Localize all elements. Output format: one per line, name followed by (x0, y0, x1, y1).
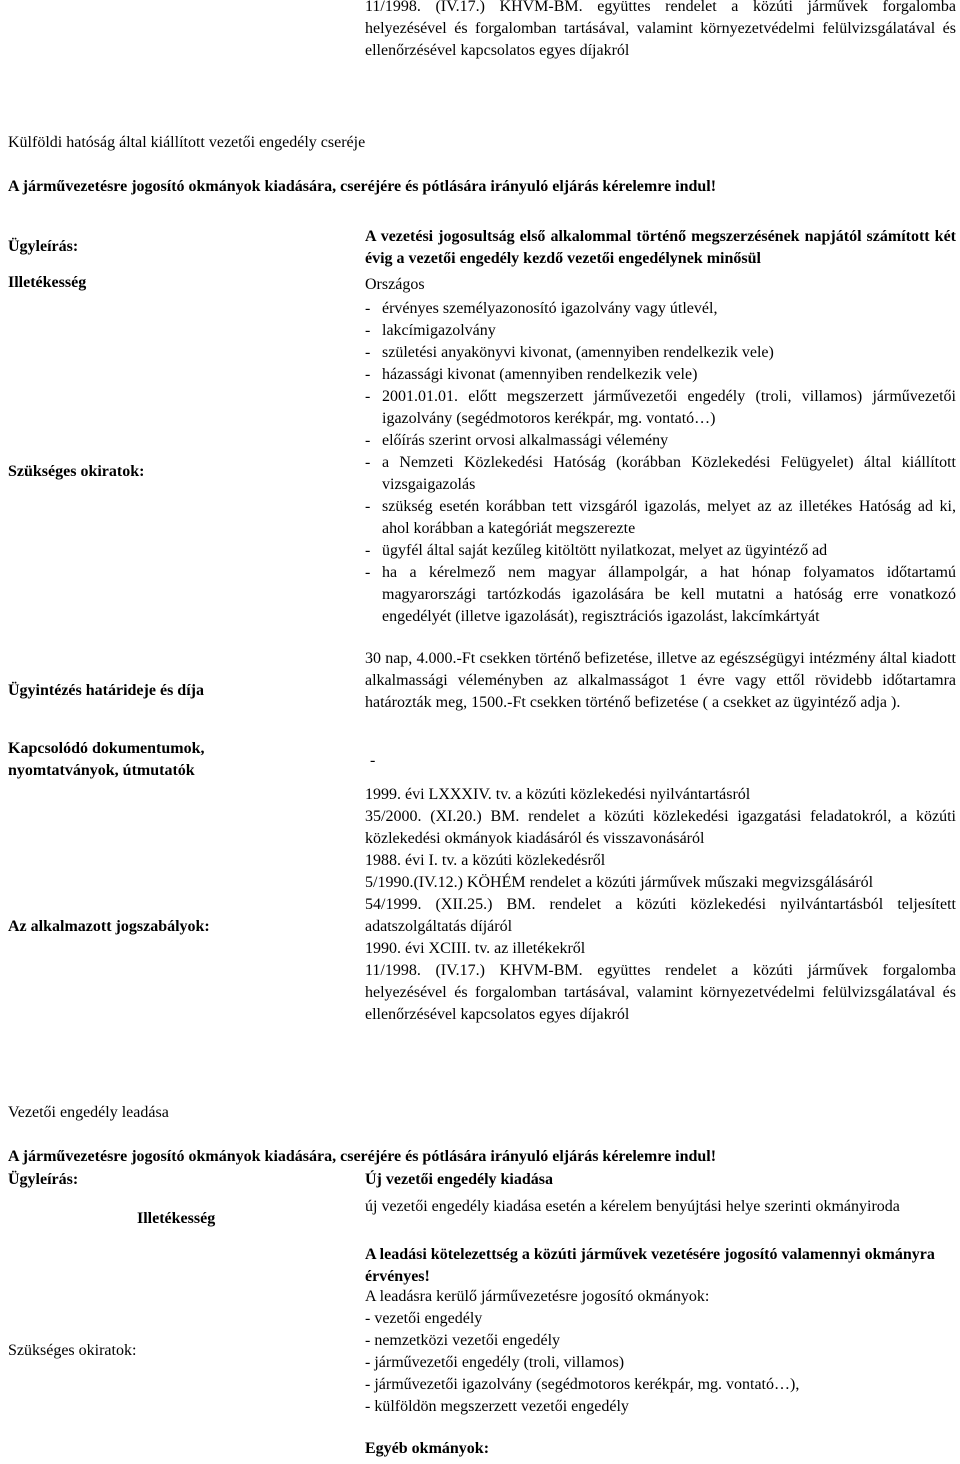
label-documents: Szükséges okiratok: (8, 1342, 137, 1359)
handover-document-item: - nemzetközi vezetői engedély (365, 1332, 561, 1349)
law-item: 1988. évi I. tv. a közúti közlekedésről (365, 852, 606, 869)
jurisdiction-value: új vezetői engedély kiadása esetén a kérelem benyújtási helye szerinti okmányiroda (365, 1198, 900, 1215)
document-item: - ha a kérelmező nem magyar állampolgár, a hat hónap folyamatos időtartamú magyarországi tartózkodás igazolására be kell mutatni a hatóság erre vonatkozó engedélyét (illetve igazolását), regisztrációs igazolást, lakcímkártyát (365, 564, 956, 625)
law-continuation-text: 11/1998. (IV.17.) KHVM-BM. együttes rendelet a közúti járművek forgalomba helyezésével és forgalomban tartásával, valamint környezetvédelmi felülvizsgálatával és ellenőrzésével kapcsolatos egyes díjakról (365, 0, 956, 59)
description-value: Új vezetői engedély kiadása (365, 1171, 553, 1188)
label-laws: Az alkalmazott jogszabályok: (8, 918, 210, 935)
handover-documents-list (365, 1308, 799, 1418)
deadline-fee-value: 30 nap, 4.000.-Ft csekken történő befizetése, illetve az egészségügyi intézmény által kiadott alkalmassági véleményben az alkalmasságot 1 évre vagy ettől rövidebb időtartamra határozták meg, 1500.-Ft csekken történő befizetése ( a csekket az ügyintéző adja ). (365, 650, 956, 711)
document-item: - érvényes személyazonosító igazolvány vagy útlevél, (365, 300, 718, 317)
handover-document-item: - vezetői engedély (365, 1310, 483, 1327)
label-deadline-fee: Ügyintézés határideje és díja (8, 682, 204, 699)
label-related-docs-line2: nyomtatványok, útmutatók (8, 762, 195, 779)
law-item: 1990. évi XCIII. tv. az illetékekről (365, 940, 586, 957)
handover-document-item: - külföldön megszerzett vezetői engedély (365, 1398, 629, 1415)
obligation-notice: A leadási kötelezettség a közúti járművek vezetésére jogosító valamennyi okmányra érvényes! (365, 1246, 935, 1285)
document-item: - születési anyakönyvi kivonat, (amennyiben rendelkezik vele) (365, 344, 774, 361)
label-related-docs-line1: Kapcsolódó dokumentumok, (8, 740, 205, 757)
document-item: - előírás szerint orvosi alkalmassági vélemény (365, 432, 669, 449)
law-item: 35/2000. (XI.20.) BM. rendelet a közúti közlekedési igazgatási feladatokról, a közúti közlekedési okmányok kiadásáról és visszavonásáról (365, 808, 956, 847)
document-item: - lakcímigazolvány (365, 322, 496, 339)
document-item: - a Nemzeti Közlekedési Hatóság (korábban Közlekedési Felügyelet) által kiállított vizsgaigazolás (365, 454, 956, 493)
label-jurisdiction: Illetékesség (8, 274, 87, 291)
other-documents-label: Egyéb okmányok: (365, 1440, 490, 1457)
procedure-notice: A járművezetésre jogosító okmányok kiadására, cseréjére és pótlására irányuló eljárás kérelemre indul! (8, 178, 717, 195)
handover-document-item: - járművezetői igazolvány (segédmotoros kerékpár, mg. vontató…), (365, 1376, 800, 1393)
law-item: 54/1999. (XII.25.) BM. rendelet a közúti közlekedési nyilvántartásból teljesített adatszolgáltatás díjáról (365, 896, 956, 935)
law-item: 1999. évi LXXXIV. tv. a közúti közlekedési nyilvántartásról (365, 786, 751, 803)
related-docs-value: - (370, 752, 376, 769)
description-value: A vezetési jogosultság első alkalommal történő megszerzésének napjától számított két évig a vezetői engedély kezdő vezetői engedélynek minősül (365, 228, 956, 267)
law-item: 11/1998. (IV.17.) KHVM-BM. együttes rendelet a közúti járművek forgalomba helyezésével és forgalomban tartásával, valamint környezetvédelmi felülvizsgálatával és ellenőrzésével kapcsolatos egyes díjakról (365, 962, 956, 1023)
label-description: Ügyleírás: (8, 238, 79, 255)
laws-list (365, 784, 956, 1026)
document-item: - ügyfél által saját kezűleg kitöltött nyilatkozat, melyet az ügyintéző ad (365, 542, 828, 559)
section-title: Vezetői engedély leadása (8, 1104, 169, 1121)
documents-intro: A leadásra kerülő járművezetésre jogosító okmányok: (365, 1288, 710, 1305)
jurisdiction-value: Országos (365, 276, 425, 293)
documents-list (365, 298, 956, 628)
document-item: - szükség esetén korábban tett vizsgáról igazolás, melyet az az illetékes Hatóság ad ki, ahol korábban a kategóriát megszerezte (365, 498, 956, 537)
label-jurisdiction: Illetékesség (137, 1210, 216, 1227)
handover-document-item: - járművezetői engedély (troli, villamos) (365, 1354, 625, 1371)
law-item: 5/1990.(IV.12.) KÖHÉM rendelet a közúti járművek műszaki megvizsgálásáról (365, 874, 874, 891)
procedure-notice: A járművezetésre jogosító okmányok kiadására, cseréjére és pótlására irányuló eljárás kérelemre indul! (8, 1148, 717, 1165)
label-description: Ügyleírás: (8, 1171, 79, 1188)
document-item: - házassági kivonat (amennyiben rendelkezik vele) (365, 366, 698, 383)
document-item: - 2001.01.01. előtt megszerzett járművezetői engedély (troli, villamos) járművezetői igazolvány (segédmotoros kerékpár, mg. vontató…) (365, 388, 956, 427)
section-title: Külföldi hatóság által kiállított vezetői engedély cseréje (8, 134, 366, 151)
label-documents: Szükséges okiratok: (8, 463, 145, 480)
